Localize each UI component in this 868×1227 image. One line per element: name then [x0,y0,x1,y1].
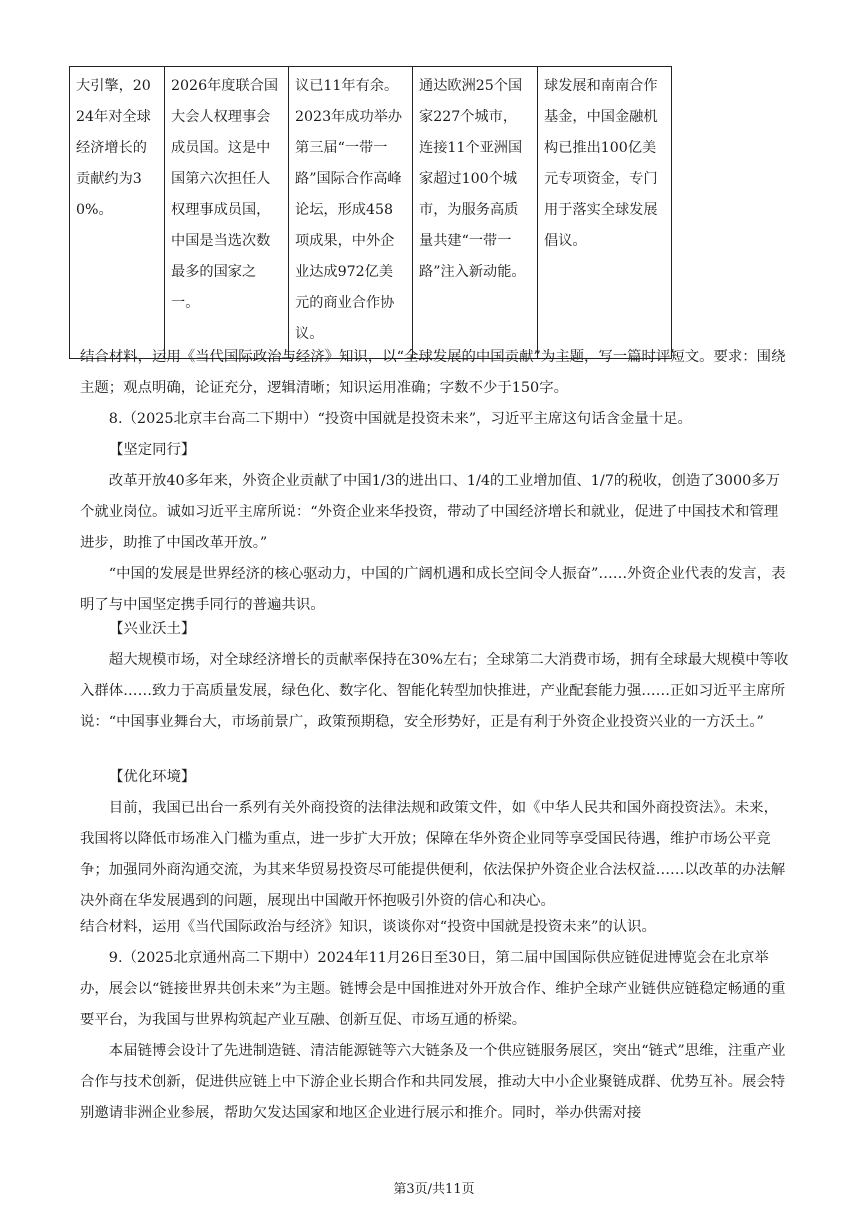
continued-table [69,66,672,359]
section-heading: 【优化环境】 [109,769,196,785]
q8-stem: 8.（2025北京丰台高二下期中）“投资中国就是投资未来”，习近平主席这句话含金量十足。 [108,411,692,427]
table-cell: 通达欧洲25个国家227个城市，连接11个亚洲国家超过100个城市，为服务高质量共建“一带一路”注入新动能。 [413,67,538,359]
table-cell: 2026年度联合国大会人权理事会成员国。这是中国第六次担任人权理事成员国，中国是当选次数最多的国家之一。 [165,67,289,359]
q8-paragraph: 改革开放40多年来，外资企业贡献了中国1/3的进出口、1/4的工业增加值、1/7的税收，创造了3000多万个就业岗位。诚如习近平主席所说：“外资企业来华投资，带动了中国经济增长和就业，促进了中国技术和管理进步，助推了中国改革开放。” [80,473,781,551]
table-cell: 球发展和南南合作基金，中国金融机构已推出100亿美元专项资金，专门用于落实全球发展倡议。 [538,67,672,359]
q9-paragraph: 本届链博会设计了先进制造链、清洁能源链等六大链条及一个供应链服务展区，突出“链式”思维，注重产业合作与技术创新，促进供应链上中下游企业长期合作和共同发展，推动大中小企业聚链成群、优势互补。展会特别邀请非洲企业参展，帮助欠发达国家和地区企业进行展示和推介。同时，举办供需对接 [80,1043,786,1121]
q9-stem: 9.（2025北京通州高二下期中）2024年11月26日至30日，第二届中国国际供应链促进博览会在北京举办，展会以“链接世界共创未来”为主题。链博会是中国推进对外开放合作、维护全球产业链供应链稳定畅通的重要平台，为我国与世界构筑起产业互融、创新互促、市场互通的桥梁。 [80,950,786,1028]
table-cell: 议已11年有余。2023年成功举办第三届“一带一路”国际合作高峰论坛，形成458项成果，中外企业达成972亿美元的商业合作协议。 [289,67,413,359]
q8-paragraph: “中国的发展是世界经济的核心驱动力，中国的广阔机遇和成长空间令人振奋”……外资企业代表的发言，表明了与中国坚定携手同行的普遍共识。 [80,566,786,613]
q8-paragraph: 目前，我国已出台一系列有关外商投资的法律法规和政策文件，如《中华人民共和国外商投资法》。未来，我国将以降低市场准入门槛为重点，进一步扩大开放；保障在华外资企业同等享受国民待遇，维护市场公平竞争；加强同外商沟通交流，为其来华贸易投资尽可能提供便利，依法保护外资企业合法权益……以改革的办法解决外商在华发展遇到的问题，展现出中国敞开怀抱吸引外资的信心和决心。 [80,800,786,909]
table-cell: 大引擎，2024年对全球经济增长的贡献约为30%。 [70,67,165,359]
q8-task: 结合材料，运用《当代国际政治与经济》知识，谈谈你对“投资中国就是投资未来”的认识。 [80,919,656,935]
table-row [70,67,672,359]
section-heading: 【兴业沃土】 [109,621,196,637]
q7-task: 结合材料，运用《当代国际政治与经济》知识，以“全球发展的中国贡献”为主题，写一篇时评短文。要求：围绕主题；观点明确，论证充分，逻辑清晰；知识运用准确；字数不少于150字。 [80,349,786,396]
section-heading: 【坚定同行】 [109,442,196,458]
q8-paragraph: 超大规模市场，对全球经济增长的贡献率保持在30%左右；全球第二大消费市场，拥有全球最大规模中等收入群体……致力于高质量发展，绿色化、数字化、智能化转型加快推进，产业配套能力强……正如习近平主席所说：“中国事业舞台大，市场前景广，政策预期稳，安全形势好，正是有利于外资企业投资兴业的一方沃土。” [80,652,789,730]
page-number: 第3页/共11页 [393,1182,475,1197]
